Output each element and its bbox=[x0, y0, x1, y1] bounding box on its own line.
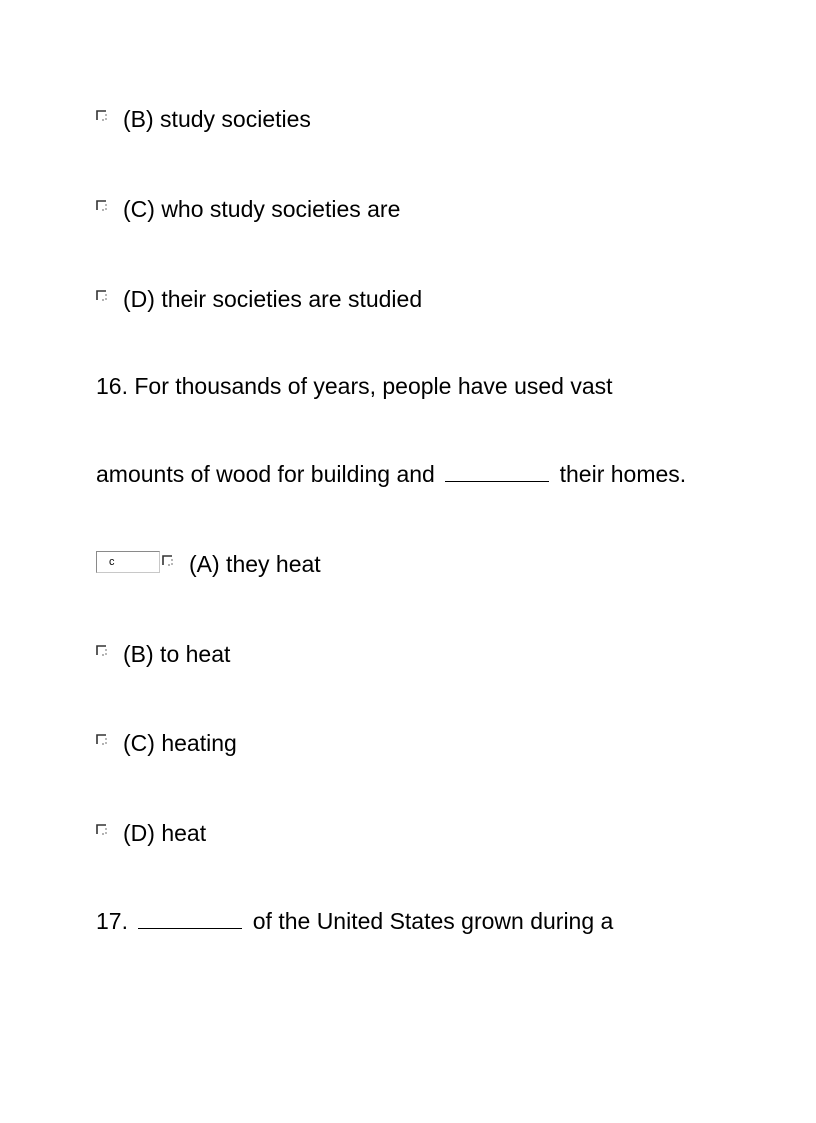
q16-question-line-1: 16. For thousands of years, people have used vast bbox=[96, 373, 613, 399]
option-label: (B) to heat bbox=[123, 641, 231, 667]
radio-button-icon[interactable] bbox=[162, 555, 173, 566]
q16-text-after-blank: their homes. bbox=[559, 461, 687, 487]
q17-number: 17. bbox=[96, 908, 128, 934]
radio-button-icon[interactable] bbox=[96, 290, 107, 301]
q16-question-line-2 bbox=[96, 460, 686, 488]
radio-button-icon[interactable] bbox=[96, 645, 107, 656]
q15-option-b[interactable] bbox=[96, 105, 311, 133]
answer-blank bbox=[445, 461, 549, 482]
answer-blank bbox=[138, 908, 242, 929]
q17-text-after-blank: of the United States grown during a bbox=[252, 908, 614, 934]
q17-question-line-1 bbox=[96, 907, 613, 935]
q16-text-before-blank: amounts of wood for building and bbox=[96, 461, 435, 487]
option-label: (D) their societies are studied bbox=[123, 286, 423, 312]
q16-option-c[interactable] bbox=[96, 729, 237, 757]
answer-input[interactable]: c bbox=[96, 551, 160, 573]
q15-option-c[interactable] bbox=[96, 195, 400, 223]
option-label: (C) who study societies are bbox=[123, 196, 401, 222]
option-label: (D) heat bbox=[123, 820, 207, 846]
radio-button-icon[interactable] bbox=[96, 200, 107, 211]
radio-button-icon[interactable] bbox=[96, 734, 107, 745]
option-label: (A) they heat bbox=[189, 551, 321, 577]
radio-button-icon[interactable] bbox=[96, 110, 107, 121]
q16-option-d[interactable] bbox=[96, 819, 206, 847]
radio-button-icon[interactable] bbox=[96, 824, 107, 835]
option-label: (C) heating bbox=[123, 730, 237, 756]
q16-option-a[interactable] bbox=[96, 550, 321, 578]
option-label: (B) study societies bbox=[123, 106, 311, 132]
q16-option-b[interactable] bbox=[96, 640, 230, 668]
q15-option-d[interactable] bbox=[96, 285, 422, 313]
